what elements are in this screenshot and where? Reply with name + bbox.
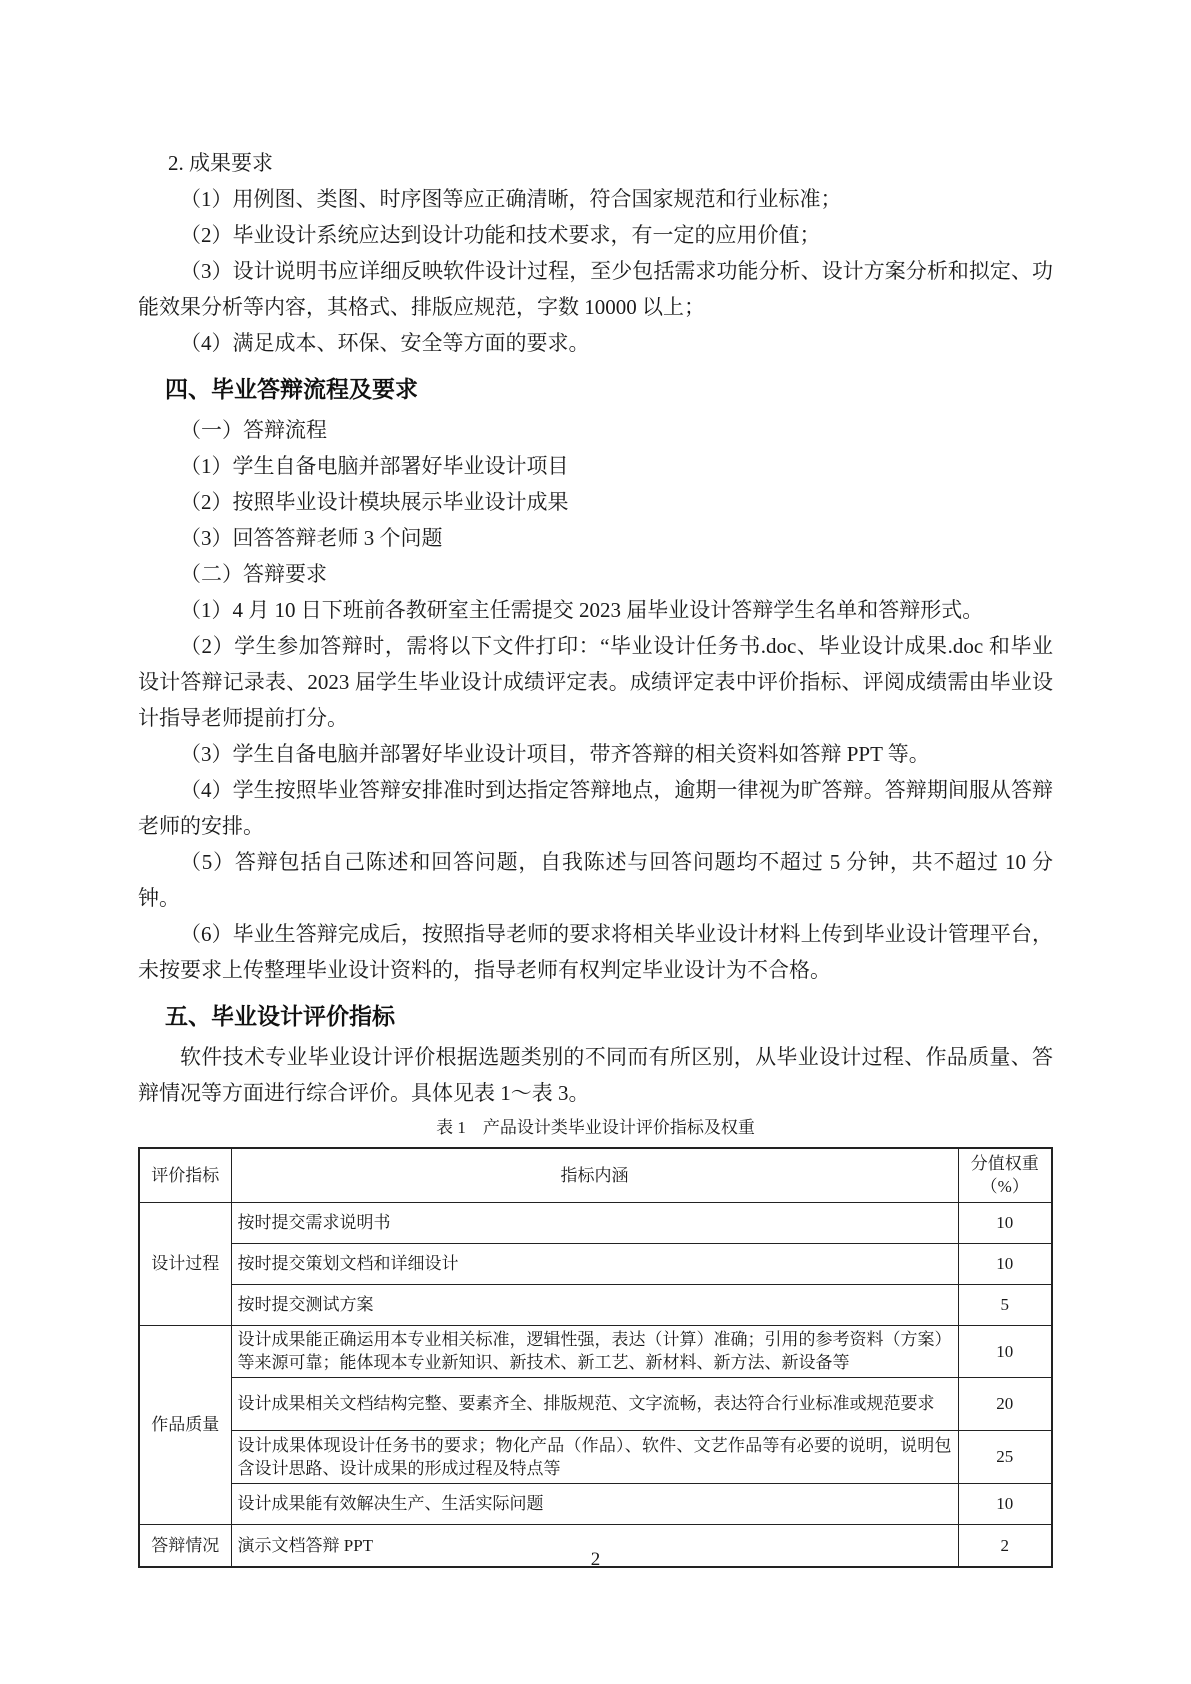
content-cell: 按时提交测试方案 [231,1284,958,1325]
content-cell: 设计成果能有效解决生产、生活实际问题 [231,1483,958,1524]
table-row [139,1430,1052,1483]
paragraph: （4）学生按照毕业答辩安排准时到达指定答辩地点，逾期一律视为旷答辩。答辩期间服从答辩老师的安排。 [138,778,1053,838]
page-number: 2 [590,1549,601,1570]
table-row [139,1377,1052,1430]
table-row [139,1325,1052,1377]
table-row [139,1284,1052,1325]
paragraph: （4）满足成本、环保、安全等方面的要求。 [180,331,590,355]
content-cell: 按时提交策划文档和详细设计 [231,1243,958,1284]
header-weight-line1: 分值权重 [970,1154,1039,1174]
header-weight [958,1148,1052,1202]
content-cell: 设计成果相关文档结构完整、要素齐全、排版规范、文字流畅，表达符合行业标准或规范要求 [231,1377,958,1430]
weight-cell: 20 [958,1377,1052,1430]
header-content: 指标内涵 [231,1148,958,1202]
paragraph: （6）毕业生答辩完成后，按照指导老师的要求将相关毕业设计材料上传到毕业设计管理平台，未按要求上传整理毕业设计资料的，指导老师有权判定毕业设计为不合格。 [138,922,1053,982]
evaluation-table [138,1147,1053,1568]
header-criteria: 评价指标 [139,1148,231,1202]
paragraph: （2）毕业设计系统应达到设计功能和技术要求，有一定的应用价值； [180,223,821,247]
weight-cell: 10 [958,1243,1052,1284]
paragraph: （1）4 月 10 日下班前各教研室主任需提交 2023 届毕业设计答辩学生名单和答辩形式。 [180,598,984,622]
weight-cell: 10 [958,1483,1052,1524]
paragraph: （2）学生参加答辩时，需将以下文件打印：“毕业设计任务书.doc、毕业设计成果.doc 和毕业设计答辩记录表、2023 届学生毕业设计成绩评定表。成绩评定表中评价指标、评阅成绩需由毕业设计指导老师提前打分。 [138,634,1053,730]
paragraph: （一）答辩流程 [180,418,327,442]
category-cell: 答辩情况 [139,1524,231,1567]
content-cell: 设计成果体现设计任务书的要求；物化产品（作品）、软件、文艺作品等有必要的说明，说明包含设计思路、设计成果的形成过程及特点等 [231,1430,958,1483]
paragraph: （1）用例图、类图、时序图等应正确清晰，符合国家规范和行业标准； [180,187,842,211]
section-heading-evaluation: 五、毕业设计评价指标 [165,1003,395,1029]
table-header-row [139,1148,1052,1202]
paragraph: （3）学生自备电脑并部署好毕业设计项目，带齐答辩的相关资料如答辩 PPT 等。 [180,742,930,766]
paragraph: （5）答辩包括自己陈述和回答问题，自我陈述与回答问题均不超过 5 分钟，共不超过 10 分钟。 [138,850,1053,910]
category-cell: 设计过程 [139,1202,231,1325]
header-weight-line2: （%） [980,1177,1029,1197]
content-cell: 演示文档答辩 PPT [231,1524,958,1567]
paragraph: 软件技术专业毕业设计评价根据选题类别的不同而有所区别，从毕业设计过程、作品质量、答辩情况等方面进行综合评价。具体见表 1～表 3。 [138,1045,1053,1105]
table-row [139,1483,1052,1524]
table-row [139,1243,1052,1284]
table-row [139,1202,1052,1243]
weight-cell: 5 [958,1284,1052,1325]
paragraph: （3）设计说明书应详细反映软件设计过程，至少包括需求功能分析、设计方案分析和拟定、功能效果分析等内容，其格式、排版应规范，字数 10000 以上； [138,259,1053,319]
paragraph: （2）按照毕业设计模块展示毕业设计成果 [180,490,569,514]
weight-cell: 2 [958,1524,1052,1567]
content-cell: 按时提交需求说明书 [231,1202,958,1243]
table-caption: 表 1 产品设计类毕业设计评价指标及权重 [436,1118,755,1137]
weight-cell: 10 [958,1202,1052,1243]
paragraph: （二）答辩要求 [180,562,327,586]
paragraph: （1）学生自备电脑并部署好毕业设计项目 [180,454,569,478]
content-cell: 设计成果能正确运用本专业相关标准，逻辑性强，表达（计算）准确；引用的参考资料（方案）等来源可靠；能体现本专业新知识、新技术、新工艺、新材料、新方法、新设备等 [231,1325,958,1377]
paragraph: （3）回答答辩老师 3 个问题 [180,526,443,550]
weight-cell: 25 [958,1430,1052,1483]
category-cell: 作品质量 [139,1325,231,1524]
paragraph: 2. 成果要求 [168,151,273,175]
weight-cell: 10 [958,1325,1052,1377]
section-heading-defense: 四、毕业答辩流程及要求 [165,376,418,402]
